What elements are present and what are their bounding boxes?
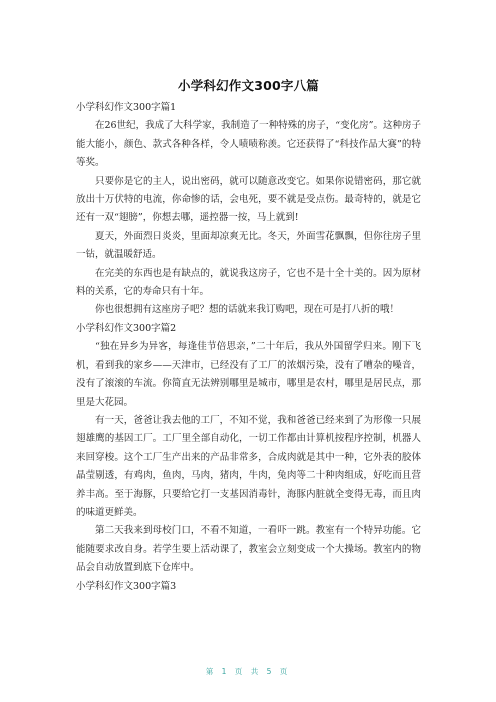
body-paragraph: 在26世纪，我成了大科学家，我制造了一种特殊的房子，“变化房”。这种房子能大能小，颜色、款式各种各样，令人啧啧称羡。它还获得了“科技作品大赛”的特等奖。 bbox=[76, 120, 421, 169]
document-title: 小学科幻作文300字八篇 bbox=[178, 78, 319, 93]
section-heading: 小学科幻作文300字篇1 bbox=[76, 102, 177, 113]
body-paragraph: 夏天，外面烈日炎炎，里面却凉爽无比。冬天，外面雪花飘飘，但你往房子里一钻，就温暖舒适。 bbox=[76, 230, 421, 261]
page-footer: 第 1 页 共 5 页 bbox=[205, 667, 291, 676]
body-paragraph: 在完美的东西也是有缺点的，就说我这房子，它也不是十全十美的。因为原材料的关系，它的寿命只有十年。 bbox=[76, 267, 421, 298]
body-paragraph: 只要你是它的主人，说出密码，就可以随意改变它。如果你说错密码，那它就放出十万伏特的电流，你命惨的话，会电死，要不就是受点伤。最奇特的，就是它还有一双“翅膀”，你想去哪，遥控器一按，马上就到! bbox=[76, 175, 421, 224]
section-heading: 小学科幻作文300字篇2 bbox=[76, 322, 177, 334]
body-paragraph: 有一天，爸爸让我去他的工厂，不知不觉，我和爸爸已经来到了为形像一只展翅雄鹰的基因工厂。工厂里全部自动化，一切工作都由计算机按程序控制，机器人来回穿梭。这个工厂生产出来的产品非常多，合成肉就是其中一种，它外表的胶体晶莹剔透，有鸡肉，鱼肉，马肉，猪肉，牛肉，兔肉等二十种肉组成，好吃而且营养丰高。至于海豚，只要给它打一支基因消毒针，海豚内脏就全变得无毒，而且肉的味道更鲜美。 bbox=[76, 414, 421, 518]
document-body bbox=[76, 99, 421, 596]
body-paragraph: 你也很想拥有这座房子吧？想的话就来我订购吧，现在可是打八折的哦！ bbox=[95, 304, 400, 316]
body-paragraph: 第二天我来到母校门口，不看不知道，一看吓一跳。教室有一个特异功能。它能随要求改自身。若学生要上活动课了，教室会立刻变成一个大操场。教室内的物品会自动放置到底下仓库中。 bbox=[76, 525, 421, 574]
section-heading: 小学科幻作文300字篇3 bbox=[76, 580, 177, 592]
body-paragraph: “独在异乡为异客，每逢佳节倍思亲，”二十年后，我从外国留学归来。刚下飞机，看到我的家乡——天津市，已经没有了工厂的浓烟污染，没有了嘈杂的噪音，没有了滚滚的车流。你简直无法辨别哪里是城市，哪里是农村，哪里是居民点，那里是大花园。 bbox=[76, 341, 421, 408]
